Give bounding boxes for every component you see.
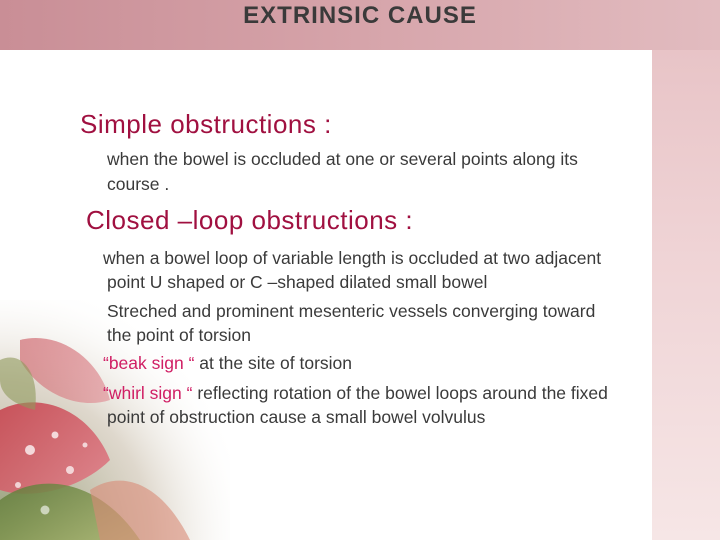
whirl-sign-text: reflecting rotation of the bowel loops around the fixed — [192, 383, 608, 403]
slide-title: EXTRINSIC CAUSE — [243, 2, 477, 29]
simple-line-1: when the bowel is occluded at one or several points along its — [107, 149, 578, 169]
simple-obstructions-heading: Simple obstructions : — [80, 109, 332, 139]
beak-sign-text: at the site of torsion — [194, 353, 353, 373]
simple-line-2: course . — [107, 174, 170, 194]
closed-line-3: Streched and prominent mesenteric vessels converging toward — [107, 301, 596, 321]
closed-line-4: the point of torsion — [107, 325, 251, 345]
whirl-sign-line — [103, 383, 608, 404]
beak-sign-term: “beak sign “ — [103, 353, 195, 373]
closed-line-1: when a bowel loop of variable length is occluded at two adjacent — [103, 248, 602, 268]
right-decorative-band — [652, 50, 720, 540]
beak-sign-line — [103, 353, 352, 374]
whirl-sign-term: “whirl sign “ — [103, 383, 193, 403]
closed-line-2: point U shaped or C –shaped dilated small bowel — [107, 272, 488, 292]
closed-line-7: point of obstruction cause a small bowel volvulus — [107, 407, 486, 427]
closed-loop-heading: Closed –loop obstructions : — [86, 205, 414, 235]
